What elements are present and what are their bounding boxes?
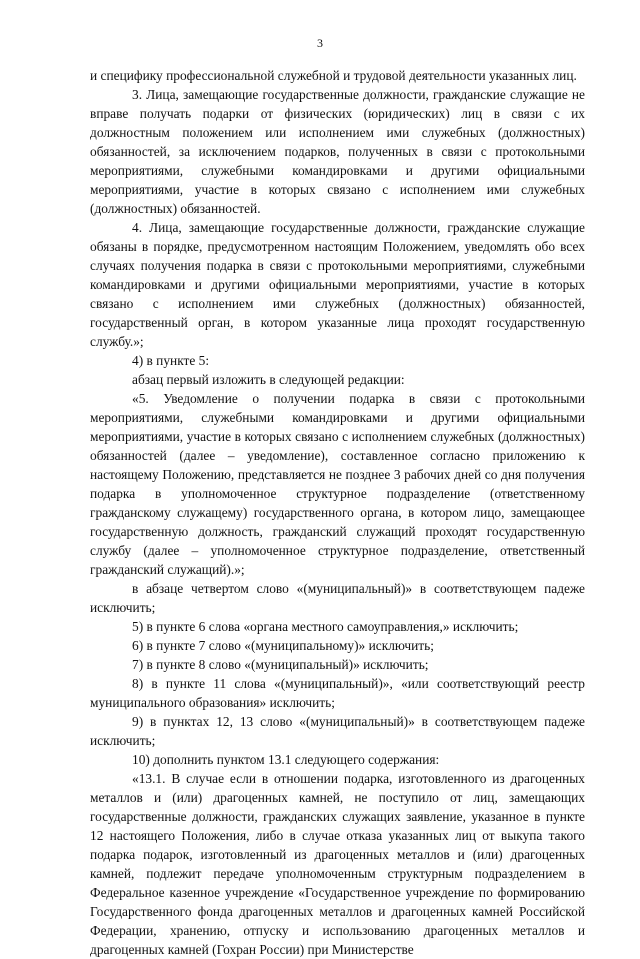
paragraph: 3. Лица, замещающие государственные должности, гражданские служащие не вправе получать подарки от физических (юридических) лиц в связи с их должностным положением или исполнением ими служебных (должностных) обязанностей, за исключением подарков, полученных в связи с протокольными мероприятиями, служебными командировками и другими официальными мероприятиями, участие в которых связано с исполнением ими служебных (должностных) обязанностей. xyxy=(90,87,585,216)
page-number: 3 xyxy=(317,36,323,50)
paragraph: 5) в пункте 6 слова «органа местного самоуправления,» исключить; xyxy=(132,619,519,634)
paragraph: 10) дополнить пунктом 13.1 следующего содержания: xyxy=(132,752,440,767)
paragraph: 4) в пункте 5: xyxy=(132,353,210,368)
paragraph: и специфику профессиональной служебной и трудовой деятельности указанных лиц. xyxy=(90,68,577,83)
paragraph: 6) в пункте 7 слово «(муниципальному)» исключить; xyxy=(132,638,434,653)
paragraph: 8) в пункте 11 слова «(муниципальный)», «или соответствующий реестр муниципального образования» исключить; xyxy=(90,676,585,710)
document-body xyxy=(90,66,585,959)
paragraph: «13.1. В случае если в отношении подарка, изготовленного из драгоценных металлов и (или) драгоценных камней, не поступило от лиц, замещающих государственные должности, гражданских служащих заявление, указанное в пункте 12 настоящего Положения, либо в случае отказа указанных лиц от выкупа такого подарка подарок, изготовленный из драгоценных металлов и (или) драгоценных камней, подлежит передаче уполномоченным структурным подразделением в Федеральное казенное учреждение «Государственное учреждение по формированию Государственного фонда драгоценных металлов и драгоценных камней Российской Федерации, хранению, отпуску и использованию драгоценных металлов и драгоценных камней (Гохран России) при Министерстве xyxy=(90,771,585,957)
paragraph: абзац первый изложить в следующей редакции: xyxy=(132,372,405,387)
paragraph: 9) в пунктах 12, 13 слово «(муниципальный)» в соответствующем падеже исключить; xyxy=(90,714,585,748)
paragraph: 4. Лица, замещающие государственные должности, гражданские служащие обязаны в порядке, предусмотренном настоящим Положением, уведомлять обо всех случаях получения подарка в связи с протокольными мероприятиями, служебными командировками и другими официальными мероприятиями, участие в которых связано с исполнением ими служебных (должностных) обязанностей, государственный орган, в котором указанные лица проходят государственную службу.»; xyxy=(90,220,585,349)
paragraph: 7) в пункте 8 слово «(муниципальный)» исключить; xyxy=(132,657,429,672)
paragraph: в абзаце четвертом слово «(муниципальный)» в соответствующем падеже исключить; xyxy=(90,581,585,615)
paragraph: «5. Уведомление о получении подарка в связи с протокольными мероприятиями, служебными командировками и другими официальными мероприятиями, участие в которых связано с исполнением служебных (должностных) обязанностей (далее – уведомление), составленное согласно приложению к настоящему Положению, представляется не позднее 3 рабочих дней со дня получения подарка в уполномоченное структурное подразделение (ответственному гражданскому служащему) государственного органа, в котором лицо, замещающее государственную должность, гражданский служащий проходят государственную службу (далее – уполномоченное структурное подразделение, ответственный гражданский служащий).»; xyxy=(90,391,585,577)
